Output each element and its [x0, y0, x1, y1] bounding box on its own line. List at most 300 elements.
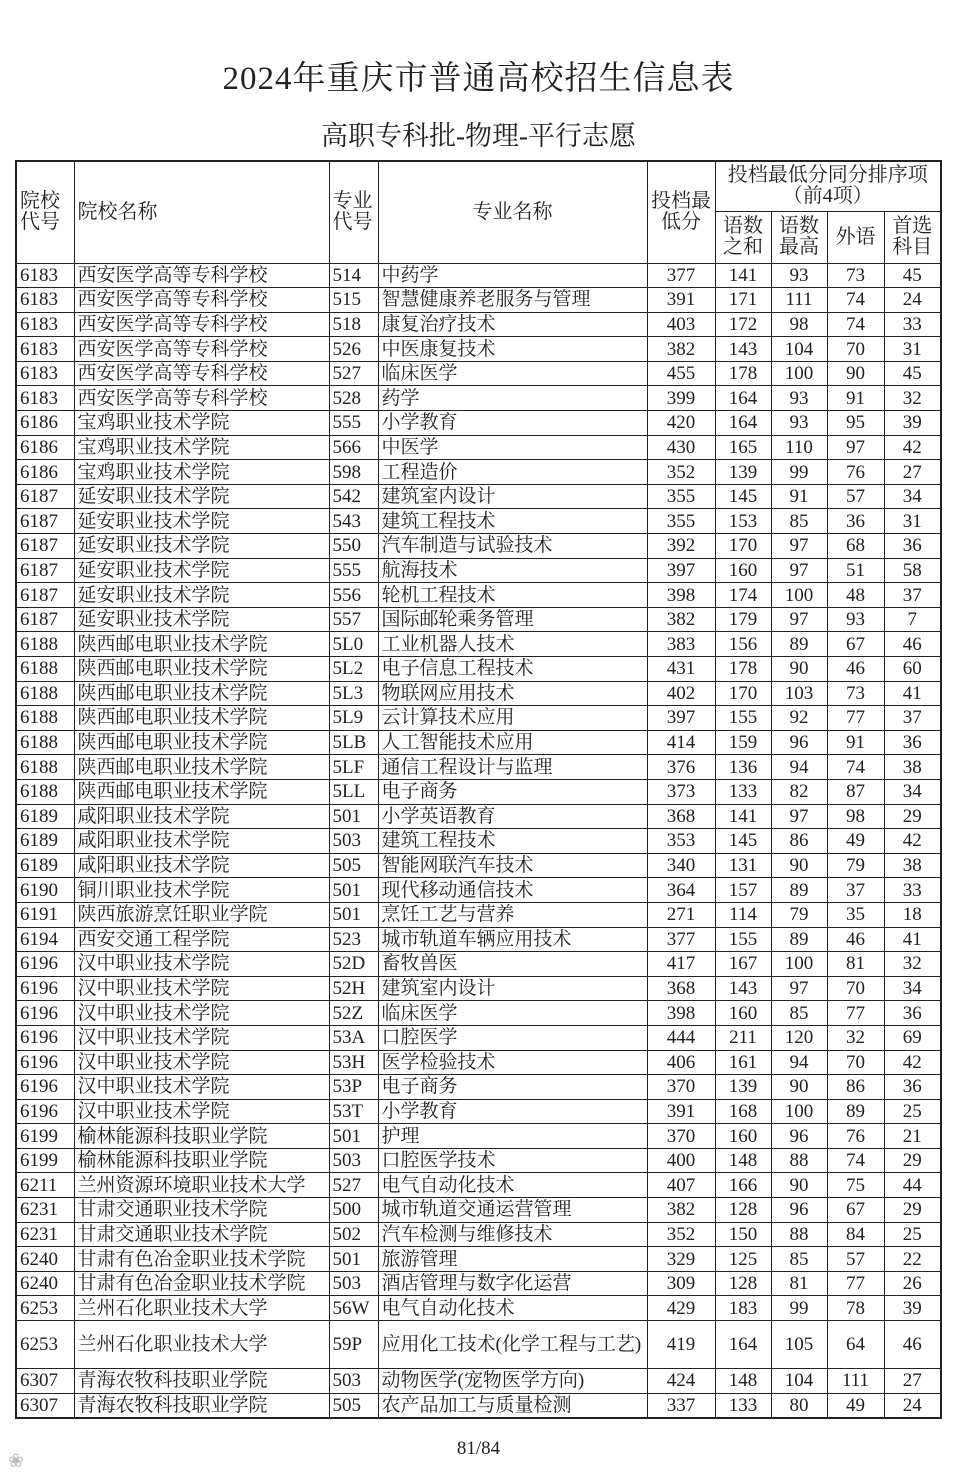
- cell-tiebreak-2: 93: [771, 411, 827, 436]
- cell-school-code: 6231: [16, 1222, 74, 1247]
- cell-tiebreak-3: 74: [827, 1148, 884, 1173]
- table-row: [16, 558, 941, 583]
- cell-school-name: 甘肃有色冶金职业技术学院: [74, 1271, 329, 1296]
- cell-tiebreak-1: 148: [715, 1148, 771, 1173]
- cell-tiebreak-4: 42: [884, 435, 941, 460]
- cell-school-name: 汉中职业技术学院: [74, 1099, 329, 1124]
- cell-tiebreak-4: 29: [884, 1198, 941, 1223]
- cell-major-name: 康复治疗技术: [378, 312, 647, 337]
- cell-major-code: 53T: [329, 1099, 378, 1124]
- cell-tiebreak-3: 48: [827, 583, 884, 608]
- watermark-logo: ❀: [8, 1450, 24, 1472]
- header-tiebreak-1: 语数之和: [715, 211, 771, 263]
- cell-tiebreak-2: 110: [771, 435, 827, 460]
- cell-major-name: 通信工程设计与监理: [378, 755, 647, 780]
- cell-school-name: 青海农牧科技职业学院: [74, 1393, 329, 1418]
- cell-tiebreak-2: 85: [771, 1001, 827, 1026]
- cell-tiebreak-1: 211: [715, 1025, 771, 1050]
- cell-tiebreak-2: 100: [771, 583, 827, 608]
- cell-school-code: 6188: [16, 681, 74, 706]
- cell-min-score: 377: [647, 263, 715, 288]
- cell-tiebreak-4: 31: [884, 509, 941, 534]
- cell-school-code: 6307: [16, 1393, 74, 1418]
- table-row: [16, 853, 941, 878]
- cell-tiebreak-4: 31: [884, 337, 941, 362]
- cell-tiebreak-4: 27: [884, 1369, 941, 1394]
- cell-school-code: 6188: [16, 755, 74, 780]
- cell-tiebreak-2: 97: [771, 534, 827, 559]
- table-row: [16, 484, 941, 509]
- cell-major-code: 526: [329, 337, 378, 362]
- cell-major-code: 5L0: [329, 632, 378, 657]
- cell-tiebreak-2: 90: [771, 1173, 827, 1198]
- cell-tiebreak-1: 183: [715, 1296, 771, 1321]
- cell-major-name: 电子商务: [378, 1075, 647, 1100]
- cell-tiebreak-4: 37: [884, 583, 941, 608]
- cell-tiebreak-1: 178: [715, 361, 771, 386]
- cell-min-score: 382: [647, 337, 715, 362]
- cell-min-score: 355: [647, 484, 715, 509]
- table-row: [16, 312, 941, 337]
- cell-school-code: 6196: [16, 1001, 74, 1026]
- cell-major-name: 汽车制造与试验技术: [378, 534, 647, 559]
- cell-tiebreak-1: 160: [715, 1001, 771, 1026]
- cell-tiebreak-3: 79: [827, 853, 884, 878]
- cell-major-code: 550: [329, 534, 378, 559]
- cell-tiebreak-1: 153: [715, 509, 771, 534]
- header-tiebreak-2: 语数最高: [771, 211, 827, 263]
- cell-tiebreak-4: 34: [884, 976, 941, 1001]
- cell-min-score: 417: [647, 952, 715, 977]
- cell-major-name: 口腔医学: [378, 1025, 647, 1050]
- cell-major-name: 电气自动化技术: [378, 1296, 647, 1321]
- cell-tiebreak-3: 77: [827, 1001, 884, 1026]
- cell-tiebreak-1: 170: [715, 534, 771, 559]
- cell-tiebreak-1: 114: [715, 902, 771, 927]
- cell-tiebreak-3: 67: [827, 1198, 884, 1223]
- cell-tiebreak-4: 32: [884, 952, 941, 977]
- table-row: [16, 288, 941, 313]
- cell-tiebreak-4: 60: [884, 657, 941, 682]
- cell-tiebreak-1: 155: [715, 927, 771, 952]
- cell-school-code: 6190: [16, 878, 74, 903]
- cell-school-name: 汉中职业技术学院: [74, 1025, 329, 1050]
- cell-tiebreak-4: 32: [884, 386, 941, 411]
- table-row: [16, 1198, 941, 1223]
- cell-min-score: 376: [647, 755, 715, 780]
- table-row: [16, 1050, 941, 1075]
- cell-tiebreak-2: 120: [771, 1025, 827, 1050]
- cell-tiebreak-4: 38: [884, 853, 941, 878]
- cell-school-name: 延安职业技术学院: [74, 583, 329, 608]
- cell-min-score: 444: [647, 1025, 715, 1050]
- cell-major-code: 542: [329, 484, 378, 509]
- table-row: [16, 804, 941, 829]
- cell-major-name: 工业机器人技术: [378, 632, 647, 657]
- cell-school-name: 西安医学高等专科学校: [74, 263, 329, 288]
- table-row: [16, 337, 941, 362]
- cell-tiebreak-3: 35: [827, 902, 884, 927]
- cell-tiebreak-4: 26: [884, 1271, 941, 1296]
- cell-tiebreak-3: 74: [827, 312, 884, 337]
- cell-school-name: 陕西邮电职业技术学院: [74, 657, 329, 682]
- table-row: [16, 534, 941, 559]
- document-title: 2024年重庆市普通高校招生信息表: [222, 61, 735, 97]
- cell-tiebreak-2: 88: [771, 1148, 827, 1173]
- cell-tiebreak-3: 70: [827, 1050, 884, 1075]
- cell-school-code: 6187: [16, 583, 74, 608]
- table-row: [16, 411, 941, 436]
- cell-major-code: 505: [329, 1393, 378, 1418]
- cell-tiebreak-2: 99: [771, 460, 827, 485]
- cell-school-code: 6188: [16, 632, 74, 657]
- cell-school-code: 6194: [16, 927, 74, 952]
- cell-tiebreak-3: 89: [827, 1099, 884, 1124]
- cell-tiebreak-2: 94: [771, 1050, 827, 1075]
- cell-tiebreak-2: 100: [771, 1099, 827, 1124]
- cell-min-score: 377: [647, 927, 715, 952]
- cell-tiebreak-4: 38: [884, 755, 941, 780]
- cell-tiebreak-3: 49: [827, 1393, 884, 1418]
- cell-school-name: 西安医学高等专科学校: [74, 312, 329, 337]
- cell-tiebreak-1: 164: [715, 386, 771, 411]
- cell-tiebreak-4: 27: [884, 460, 941, 485]
- cell-school-name: 宝鸡职业技术学院: [74, 435, 329, 460]
- cell-school-code: 6189: [16, 853, 74, 878]
- cell-major-name: 人工智能技术应用: [378, 730, 647, 755]
- cell-tiebreak-1: 164: [715, 411, 771, 436]
- cell-school-name: 咸阳职业技术学院: [74, 853, 329, 878]
- table-row: [16, 952, 941, 977]
- cell-tiebreak-4: 44: [884, 1173, 941, 1198]
- cell-school-code: 6189: [16, 829, 74, 854]
- cell-min-score: 398: [647, 1001, 715, 1026]
- cell-tiebreak-2: 79: [771, 902, 827, 927]
- cell-school-code: 6187: [16, 558, 74, 583]
- cell-school-name: 咸阳职业技术学院: [74, 804, 329, 829]
- cell-tiebreak-3: 74: [827, 288, 884, 313]
- cell-min-score: 399: [647, 386, 715, 411]
- cell-tiebreak-3: 67: [827, 632, 884, 657]
- table-row: [16, 509, 941, 534]
- cell-tiebreak-3: 91: [827, 386, 884, 411]
- cell-school-code: 6307: [16, 1369, 74, 1394]
- cell-school-name: 宝鸡职业技术学院: [74, 411, 329, 436]
- cell-tiebreak-1: 178: [715, 657, 771, 682]
- cell-min-score: 400: [647, 1148, 715, 1173]
- cell-tiebreak-3: 51: [827, 558, 884, 583]
- cell-tiebreak-4: 36: [884, 534, 941, 559]
- cell-tiebreak-3: 98: [827, 804, 884, 829]
- cell-major-name: 烹饪工艺与营养: [378, 902, 647, 927]
- cell-min-score: 352: [647, 1222, 715, 1247]
- cell-tiebreak-1: 133: [715, 1393, 771, 1418]
- cell-school-code: 6183: [16, 263, 74, 288]
- cell-major-code: 503: [329, 1271, 378, 1296]
- table-row: [16, 1173, 941, 1198]
- cell-school-name: 榆林能源科技职业学院: [74, 1148, 329, 1173]
- cell-tiebreak-2: 105: [771, 1321, 827, 1369]
- admission-table: [15, 160, 942, 1419]
- cell-school-code: 6189: [16, 804, 74, 829]
- cell-major-name: 航海技术: [378, 558, 647, 583]
- cell-tiebreak-4: 42: [884, 829, 941, 854]
- cell-min-score: 391: [647, 1099, 715, 1124]
- table-row: [16, 755, 941, 780]
- cell-tiebreak-4: 21: [884, 1124, 941, 1149]
- cell-tiebreak-4: 39: [884, 411, 941, 436]
- cell-school-name: 陕西邮电职业技术学院: [74, 681, 329, 706]
- cell-tiebreak-2: 97: [771, 804, 827, 829]
- table-row: [16, 927, 941, 952]
- cell-tiebreak-3: 76: [827, 460, 884, 485]
- cell-tiebreak-1: 165: [715, 435, 771, 460]
- table-row: [16, 583, 941, 608]
- cell-major-name: 智慧健康养老服务与管理: [378, 288, 647, 313]
- cell-tiebreak-4: 33: [884, 878, 941, 903]
- cell-tiebreak-2: 80: [771, 1393, 827, 1418]
- table-row: [16, 1148, 941, 1173]
- cell-tiebreak-3: 74: [827, 755, 884, 780]
- cell-major-code: 53A: [329, 1025, 378, 1050]
- cell-tiebreak-4: 22: [884, 1247, 941, 1272]
- cell-major-code: 5L2: [329, 657, 378, 682]
- cell-min-score: 402: [647, 681, 715, 706]
- cell-major-code: 5LL: [329, 779, 378, 804]
- cell-tiebreak-4: 34: [884, 779, 941, 804]
- cell-tiebreak-3: 37: [827, 878, 884, 903]
- cell-tiebreak-1: 174: [715, 583, 771, 608]
- cell-school-name: 陕西邮电职业技术学院: [74, 779, 329, 804]
- cell-tiebreak-4: 46: [884, 632, 941, 657]
- cell-tiebreak-3: 57: [827, 1247, 884, 1272]
- cell-tiebreak-4: 25: [884, 1099, 941, 1124]
- cell-major-name: 中医康复技术: [378, 337, 647, 362]
- cell-min-score: 419: [647, 1321, 715, 1369]
- table-row: [16, 730, 941, 755]
- cell-major-name: 畜牧兽医: [378, 952, 647, 977]
- table-row: [16, 706, 941, 731]
- cell-major-code: 555: [329, 558, 378, 583]
- table-row: [16, 902, 941, 927]
- cell-tiebreak-3: 77: [827, 706, 884, 731]
- cell-tiebreak-2: 93: [771, 263, 827, 288]
- cell-school-name: 铜川职业技术学院: [74, 878, 329, 903]
- cell-school-code: 6183: [16, 288, 74, 313]
- cell-tiebreak-3: 32: [827, 1025, 884, 1050]
- cell-school-code: 6183: [16, 337, 74, 362]
- table-row: [16, 681, 941, 706]
- cell-major-name: 医学检验技术: [378, 1050, 647, 1075]
- cell-tiebreak-2: 82: [771, 779, 827, 804]
- cell-major-code: 505: [329, 853, 378, 878]
- page-number: 81/84: [456, 1438, 501, 1459]
- cell-tiebreak-2: 89: [771, 927, 827, 952]
- cell-major-name: 中药学: [378, 263, 647, 288]
- cell-major-code: 500: [329, 1198, 378, 1223]
- cell-school-code: 6188: [16, 779, 74, 804]
- cell-tiebreak-3: 73: [827, 263, 884, 288]
- cell-school-name: 甘肃交通职业技术学院: [74, 1198, 329, 1223]
- table-row: [16, 632, 941, 657]
- cell-tiebreak-3: 49: [827, 829, 884, 854]
- cell-tiebreak-3: 95: [827, 411, 884, 436]
- cell-school-name: 汉中职业技术学院: [74, 1075, 329, 1100]
- cell-tiebreak-3: 75: [827, 1173, 884, 1198]
- cell-major-name: 云计算技术应用: [378, 706, 647, 731]
- cell-school-code: 6196: [16, 976, 74, 1001]
- cell-tiebreak-1: 170: [715, 681, 771, 706]
- cell-tiebreak-1: 166: [715, 1173, 771, 1198]
- cell-major-name: 临床医学: [378, 361, 647, 386]
- cell-school-name: 延安职业技术学院: [74, 484, 329, 509]
- cell-school-code: 6187: [16, 607, 74, 632]
- cell-school-code: 6211: [16, 1173, 74, 1198]
- cell-tiebreak-3: 46: [827, 927, 884, 952]
- cell-tiebreak-2: 94: [771, 755, 827, 780]
- cell-tiebreak-4: 36: [884, 1001, 941, 1026]
- cell-tiebreak-2: 104: [771, 337, 827, 362]
- cell-major-name: 电子商务: [378, 779, 647, 804]
- cell-major-code: 501: [329, 902, 378, 927]
- cell-school-name: 陕西旅游烹饪职业学院: [74, 902, 329, 927]
- cell-major-code: 56W: [329, 1296, 378, 1321]
- cell-tiebreak-1: 155: [715, 706, 771, 731]
- cell-tiebreak-4: 7: [884, 607, 941, 632]
- cell-min-score: 406: [647, 1050, 715, 1075]
- cell-tiebreak-1: 139: [715, 1075, 771, 1100]
- cell-school-name: 甘肃有色冶金职业技术学院: [74, 1247, 329, 1272]
- cell-min-score: 382: [647, 607, 715, 632]
- cell-major-name: 智能网联汽车技术: [378, 853, 647, 878]
- cell-major-code: 503: [329, 829, 378, 854]
- cell-school-name: 延安职业技术学院: [74, 509, 329, 534]
- table-row: [16, 263, 941, 288]
- cell-major-code: 59P: [329, 1321, 378, 1369]
- cell-tiebreak-4: 39: [884, 1296, 941, 1321]
- cell-major-name: 工程造价: [378, 460, 647, 485]
- cell-tiebreak-1: 159: [715, 730, 771, 755]
- cell-tiebreak-3: 73: [827, 681, 884, 706]
- cell-tiebreak-1: 161: [715, 1050, 771, 1075]
- cell-tiebreak-3: 68: [827, 534, 884, 559]
- cell-school-name: 兰州石化职业技术大学: [74, 1296, 329, 1321]
- cell-school-name: 西安医学高等专科学校: [74, 337, 329, 362]
- table-row: [16, 1124, 941, 1149]
- cell-school-code: 6188: [16, 657, 74, 682]
- cell-school-code: 6196: [16, 1099, 74, 1124]
- cell-tiebreak-3: 87: [827, 779, 884, 804]
- cell-tiebreak-2: 100: [771, 361, 827, 386]
- cell-tiebreak-1: 143: [715, 337, 771, 362]
- cell-major-name: 临床医学: [378, 1001, 647, 1026]
- cell-major-name: 物联网应用技术: [378, 681, 647, 706]
- cell-min-score: 403: [647, 312, 715, 337]
- cell-school-code: 6187: [16, 534, 74, 559]
- cell-major-name: 轮机工程技术: [378, 583, 647, 608]
- cell-major-name: 农产品加工与质量检测: [378, 1393, 647, 1418]
- cell-major-name: 小学教育: [378, 1099, 647, 1124]
- cell-school-code: 6199: [16, 1148, 74, 1173]
- cell-school-code: 6191: [16, 902, 74, 927]
- cell-tiebreak-1: 133: [715, 779, 771, 804]
- cell-tiebreak-1: 160: [715, 1124, 771, 1149]
- table-row: [16, 829, 941, 854]
- cell-tiebreak-1: 128: [715, 1271, 771, 1296]
- cell-tiebreak-2: 93: [771, 386, 827, 411]
- cell-tiebreak-2: 92: [771, 706, 827, 731]
- cell-tiebreak-1: 179: [715, 607, 771, 632]
- cell-major-code: 543: [329, 509, 378, 534]
- cell-tiebreak-3: 97: [827, 435, 884, 460]
- cell-tiebreak-4: 41: [884, 927, 941, 952]
- cell-min-score: 373: [647, 779, 715, 804]
- cell-major-code: 501: [329, 1247, 378, 1272]
- cell-major-code: 501: [329, 878, 378, 903]
- cell-major-code: 501: [329, 804, 378, 829]
- cell-school-name: 汉中职业技术学院: [74, 1001, 329, 1026]
- cell-major-code: 555: [329, 411, 378, 436]
- cell-major-name: 建筑室内设计: [378, 484, 647, 509]
- cell-tiebreak-4: 42: [884, 1050, 941, 1075]
- cell-tiebreak-4: 37: [884, 706, 941, 731]
- cell-major-code: 515: [329, 288, 378, 313]
- cell-tiebreak-3: 46: [827, 657, 884, 682]
- cell-min-score: 414: [647, 730, 715, 755]
- cell-major-name: 应用化工技术(化学工程与工艺): [378, 1321, 647, 1369]
- cell-tiebreak-4: 41: [884, 681, 941, 706]
- cell-school-name: 陕西邮电职业技术学院: [74, 706, 329, 731]
- cell-min-score: 364: [647, 878, 715, 903]
- cell-tiebreak-1: 148: [715, 1369, 771, 1394]
- cell-tiebreak-4: 46: [884, 1321, 941, 1369]
- cell-tiebreak-3: 36: [827, 509, 884, 534]
- cell-tiebreak-1: 145: [715, 484, 771, 509]
- cell-tiebreak-3: 84: [827, 1222, 884, 1247]
- cell-tiebreak-4: 33: [884, 312, 941, 337]
- cell-min-score: 355: [647, 509, 715, 534]
- cell-tiebreak-3: 91: [827, 730, 884, 755]
- cell-school-code: 6196: [16, 1050, 74, 1075]
- cell-school-code: 6183: [16, 312, 74, 337]
- cell-min-score: 352: [647, 460, 715, 485]
- cell-min-score: 398: [647, 583, 715, 608]
- cell-tiebreak-3: 70: [827, 976, 884, 1001]
- cell-major-name: 现代移动通信技术: [378, 878, 647, 903]
- table-row: [16, 1296, 941, 1321]
- header-tiebreak-3: 外语: [827, 211, 884, 263]
- table-row: [16, 1321, 941, 1369]
- cell-major-code: 52H: [329, 976, 378, 1001]
- cell-school-code: 6196: [16, 952, 74, 977]
- cell-tiebreak-4: 45: [884, 263, 941, 288]
- cell-tiebreak-3: 77: [827, 1271, 884, 1296]
- cell-tiebreak-2: 111: [771, 288, 827, 313]
- cell-tiebreak-4: 29: [884, 1148, 941, 1173]
- table-row: [16, 1247, 941, 1272]
- cell-major-name: 小学教育: [378, 411, 647, 436]
- cell-major-name: 酒店管理与数字化运营: [378, 1271, 647, 1296]
- cell-school-name: 榆林能源科技职业学院: [74, 1124, 329, 1149]
- cell-major-code: 557: [329, 607, 378, 632]
- cell-school-name: 陕西邮电职业技术学院: [74, 632, 329, 657]
- cell-min-score: 391: [647, 288, 715, 313]
- cell-tiebreak-4: 69: [884, 1025, 941, 1050]
- cell-major-code: 598: [329, 460, 378, 485]
- cell-major-code: 502: [329, 1222, 378, 1247]
- cell-major-name: 护理: [378, 1124, 647, 1149]
- cell-tiebreak-1: 141: [715, 804, 771, 829]
